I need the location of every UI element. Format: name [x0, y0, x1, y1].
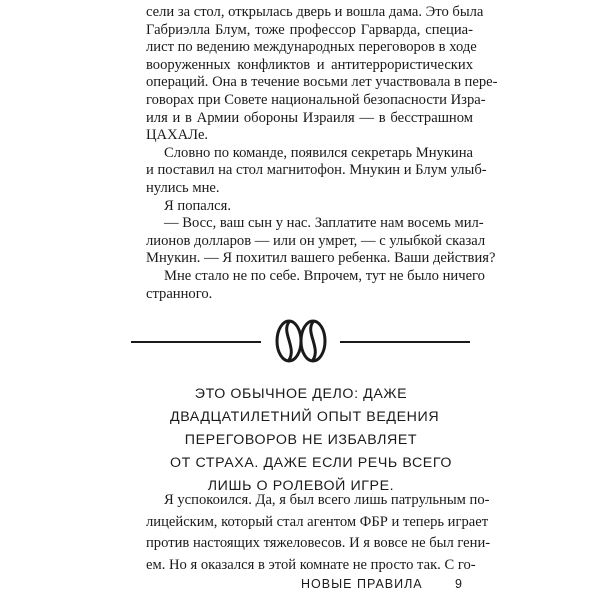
pull-quote-line: ЭТО ОБЫЧНОЕ ДЕЛО: ДАЖЕ	[194, 386, 408, 402]
divider-rule-right	[340, 341, 470, 343]
text-line: лионов долларов — или он умрет, — с улыбкой сказал	[146, 232, 486, 249]
text-line: и поставил на стол магнитофон. Мнукин и Блум улыб-	[146, 162, 487, 179]
running-title: НОВЫЕ ПРАВИЛА	[301, 577, 423, 591]
text-line: ЦАХАЛе.	[146, 127, 209, 144]
text-line: иля и в Армии обороны Израиля — в бесстрашном	[146, 109, 473, 126]
pull-quote-line: ПЕРЕГОВОРОВ НЕ ИЗБАВЛЯЕТ	[184, 432, 418, 448]
text-line: ем. Но я оказался в этой комнате не просто так. С го-	[146, 556, 476, 573]
text-line: Мнукин. — Я похитил вашего ребенка. Ваши действия?	[146, 250, 496, 267]
text-line: сели за стол, открылась дверь и вошла дама. Это была	[146, 4, 484, 20]
text-line: нулись мне.	[146, 180, 220, 196]
page-number: 9	[455, 577, 462, 591]
text-line: Словно по команде, появился секретарь Мнукина	[164, 144, 473, 161]
pull-quote-line: ДВАДЦАТИЛЕТНИЙ ОПЫТ ВЕДЕНИЯ	[170, 409, 440, 425]
divider-rule-left	[131, 341, 261, 343]
text-line: Габриэлла Блум, тоже профессор Гарварда, специа-	[146, 21, 473, 38]
text-line: Я попался.	[164, 197, 232, 214]
text-line: Мне стало не по себе. Впрочем, тут не было ничего	[164, 268, 485, 284]
text-line: Я успокоился. Да, я был всего лишь патрульным по-	[164, 492, 490, 508]
text-line: говорах при Совете национальной безопасности Изра-	[146, 92, 486, 108]
coffee-beans-icon	[270, 316, 332, 366]
text-line: лист по ведению международных переговоров в ходе	[146, 39, 477, 56]
text-line: странного.	[146, 285, 213, 302]
pull-quote-line: ЛИШЬ О РОЛЕВОЙ ИГРЕ.	[207, 478, 395, 494]
pull-quote-line: ОТ СТРАХА. ДАЖЕ ЕСЛИ РЕЧЬ ВСЕГО	[170, 455, 452, 471]
text-line: лицейским, который стал агентом ФБР и теперь играет	[146, 513, 489, 530]
text-line: — Восс, ваш сын у нас. Заплатите нам восемь мил-	[164, 215, 484, 232]
text-line: вооруженных конфликтов и антитеррористических	[146, 56, 473, 73]
text-line: против настоящих тяжеловесов. И я вовсе не был гени-	[146, 535, 491, 551]
text-line: операций. Она в течение восьми лет участвовала в пере-	[146, 74, 498, 91]
